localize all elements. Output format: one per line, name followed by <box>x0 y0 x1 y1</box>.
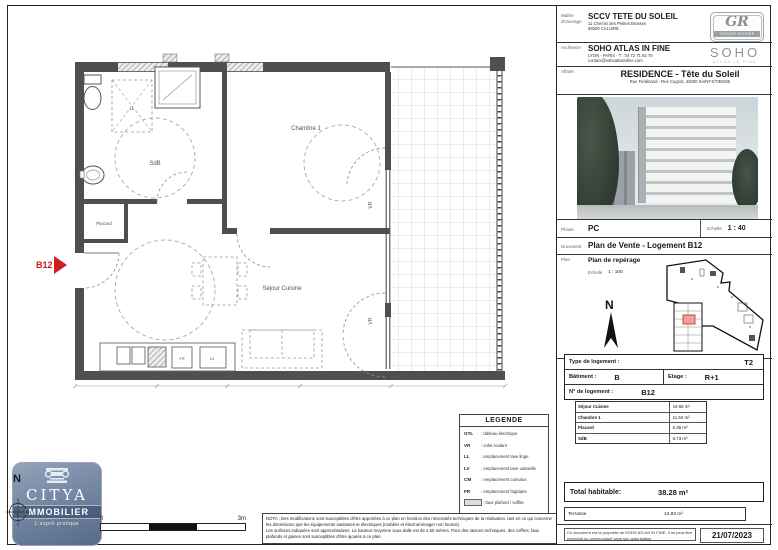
photo-tree-right <box>732 149 758 211</box>
scale-bar-graphic <box>100 523 246 531</box>
phase-value: PC <box>588 224 600 233</box>
area-row: Séjour Cuisine 19.65 m² <box>576 402 706 413</box>
sliding-window <box>386 170 390 369</box>
stove <box>148 347 166 367</box>
bathroom-fixtures <box>80 67 200 184</box>
batiment-etage-row <box>565 370 763 385</box>
scale-seg-3 <box>197 524 245 530</box>
unit-pointer <box>36 256 67 274</box>
nota-line2: Les surfaces indiquées sont approximatives. La hauteur moyenne sous-dalle est de 2,50 mètres. Pour des raisons techniques, des coffres, faux plafonds et gaines sont susceptibles d'être ajoutés à ce plan. <box>266 528 540 539</box>
architecte-name: SOHO ATLAS IN FINE <box>588 44 671 53</box>
site-plan-inset <box>660 257 768 355</box>
photo-building-tower <box>639 107 736 203</box>
citya-logo-tagline: L'esprit pratique <box>35 521 79 527</box>
total-habitable-label: Total habitable: <box>570 488 622 496</box>
site-building-inset <box>674 303 702 351</box>
terrasse-value: 13.83 m² <box>664 511 683 517</box>
document-row <box>557 237 772 255</box>
unit-pointer-label: B12 <box>36 260 53 270</box>
scale-seg-2 <box>149 524 197 530</box>
terrace <box>391 57 505 371</box>
area-row: Chambre 1 11.52 m² <box>576 413 706 424</box>
architecte-info <box>588 42 698 66</box>
vr-label-1: VR <box>368 201 374 209</box>
north-arrow-letter: N <box>605 298 614 312</box>
lv-label: LV <box>209 356 215 361</box>
total-habitable-box <box>564 482 764 502</box>
document-label: Document <box>561 244 582 250</box>
maitre-ouvrage-name: SCCV TETE DU SOLEIL <box>588 12 678 21</box>
reperage-scale-label: Echelle <box>588 270 603 275</box>
scale-bar <box>100 516 246 531</box>
type-row <box>565 355 763 370</box>
phase-row <box>557 219 772 238</box>
reperage-label: Plan <box>561 257 571 262</box>
maitre-ouvrage-address2: 69300 CALUIRE <box>588 26 619 32</box>
document-value: Plan de Vente - Logement B12 <box>588 241 703 250</box>
architecte-label: Architecte <box>561 45 582 50</box>
placard-label: Placard <box>96 221 112 226</box>
type-value: T2 <box>744 357 753 367</box>
floor-plan-drawing <box>60 53 520 393</box>
affaire-info <box>588 66 772 94</box>
affaire-label: Affaire <box>561 69 574 74</box>
legend-item: GTL : tableau électrique <box>464 431 518 436</box>
etage-value: R+1 <box>704 372 719 382</box>
maitre-ouvrage-row <box>557 10 772 43</box>
area-row: Placard 0.38 m² <box>576 423 706 434</box>
maitre-ouvrage-address1: 11 Chemin des Petites Brosses <box>588 21 647 26</box>
scale-start: 0 <box>100 516 104 522</box>
gr-logo-caption: GROUPE RIVOIRE <box>714 31 760 37</box>
vr-label-2: VR <box>368 317 374 325</box>
copyright-text: Ce document est la propriété de SOHO ATLAS IN FINE. Il ne peut être reproduit ou communiqué sans son autorisation. <box>564 528 696 541</box>
architecte-contact: LYON - PARIS - T : 04 72 71 62 70 contact@sohoatlasinfine.com <box>588 53 653 64</box>
dimension-line <box>73 384 507 388</box>
legend-box <box>459 414 549 520</box>
legend-item: LV : emplacement lave vaisselle <box>464 465 536 471</box>
architecte-row <box>557 42 772 67</box>
sdb-label: SdB <box>149 161 161 167</box>
area-row: SdB 6.73 m² <box>576 434 706 444</box>
total-habitable-value: 38.28 m² <box>658 487 689 497</box>
toilet-bowl <box>84 87 101 110</box>
soho-logo-text: SOHO <box>709 45 761 60</box>
nota-box <box>262 513 557 544</box>
fr-label: FR <box>179 356 185 361</box>
sejour-label: Séjour Cuisine <box>262 286 302 292</box>
gr-logo-initials: GR <box>725 14 749 30</box>
ceiling-swatch <box>464 499 482 506</box>
affaire-row <box>557 66 772 95</box>
maitre-ouvrage-label: Maître d'Ouvrage <box>561 13 582 24</box>
affaire-name: RESIDENCE - Tête du Soleil <box>620 69 740 79</box>
batiment-value: B <box>614 372 620 382</box>
kitchen <box>100 343 235 371</box>
soho-logo <box>706 46 764 64</box>
numero-label: N° de logement : <box>569 389 614 395</box>
reperage-value: Plan de repérage <box>588 257 641 264</box>
phase-label: Phase <box>561 227 574 233</box>
legend-item: FR : emplacement frigidaire <box>464 488 527 494</box>
reperage-row <box>557 254 772 359</box>
title-block <box>556 5 772 545</box>
legend-title: LEGENDE <box>460 415 548 427</box>
terrasse-label: Terrasse <box>568 511 587 517</box>
scale-seg-1 <box>101 524 149 530</box>
terrasse-box <box>564 507 746 521</box>
etage-label: Etage : <box>668 374 687 380</box>
scale-end: 3m <box>237 516 246 522</box>
north-letter: N <box>13 473 21 485</box>
phase-scale <box>700 220 772 237</box>
ll-label: LL <box>129 106 135 111</box>
title-block-footer <box>557 524 772 544</box>
dining-table <box>203 257 237 305</box>
reperage-scale-value: 1 : 100 <box>608 270 623 275</box>
column-capital-icon <box>42 468 72 483</box>
room-areas-table <box>575 401 707 444</box>
survey-north-mark <box>6 468 36 530</box>
maitre-ouvrage-info <box>588 10 678 42</box>
date-box: 21/07/2023 <box>700 528 764 543</box>
batiment-label: Bâtiment : <box>569 374 597 380</box>
citya-logo-name: CITYA <box>26 486 88 504</box>
legend-item-swatch: : faux plafond / soffite <box>460 496 548 508</box>
citya-logo-sub: IMMOBILIER <box>13 505 101 519</box>
phase-scale-label: Echelle <box>707 226 722 231</box>
window-top-2 <box>225 63 263 71</box>
building-photo <box>577 97 758 219</box>
soho-logo-subtext: ATLAS IN FINE <box>712 60 758 64</box>
photo-tree-left <box>577 97 619 219</box>
numero-value: B12 <box>641 387 655 397</box>
gr-logo <box>710 12 764 42</box>
legend-item: CM : emplacement cumulus <box>464 477 527 482</box>
photo-ground <box>577 205 758 219</box>
arrow-right-icon <box>54 256 67 274</box>
unit-info-table <box>564 354 764 400</box>
phase-scale-value: 1 : 40 <box>727 225 746 232</box>
north-arrow-icon <box>604 312 618 348</box>
legend-item: VR : volet roulant <box>464 442 507 448</box>
numero-row <box>565 385 763 399</box>
highlighted-unit <box>683 315 695 324</box>
legend-item: LL : emplacement lave linge <box>464 454 529 459</box>
nota-line1: NOTA : Des modifications sont susceptibles d'être apportées à ce plan en fonction des nécessités techniques de la réalisation, tant en ce qui concerne les dimensions que les équipements sanitaires et électriques (mobilier et électroménager non fournis). <box>266 516 552 527</box>
chambre-label: Chambre 1 <box>291 126 321 132</box>
affaire-address: Rue Ferdinand - Rue Cugnot, 42000 SAINT-ETIENNE <box>629 79 731 84</box>
sink <box>117 347 130 364</box>
north-arrow <box>601 296 621 352</box>
type-label: Type de logement : <box>569 359 620 365</box>
toilet-tank <box>84 75 101 84</box>
